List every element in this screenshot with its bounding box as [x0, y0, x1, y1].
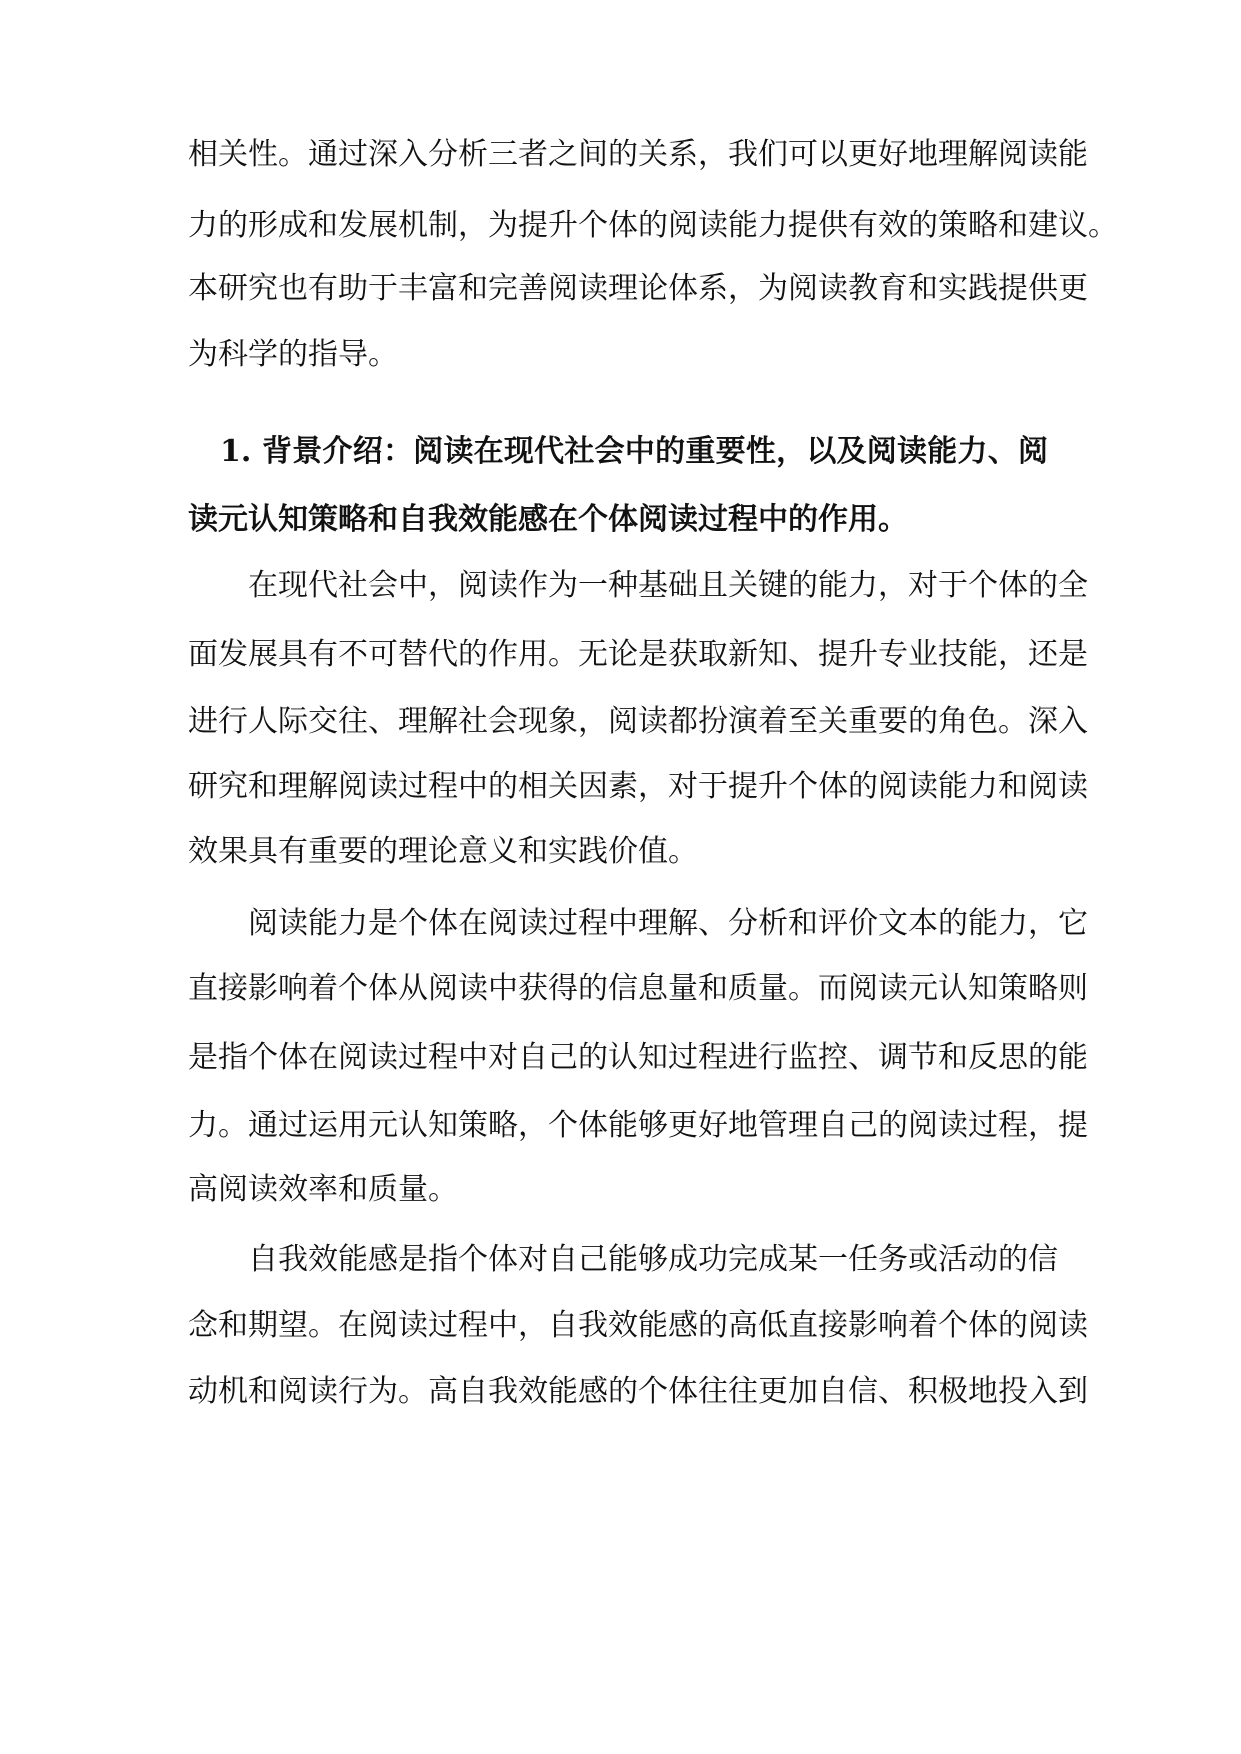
paragraph-line: 力的形成和发展机制，为提升个体的阅读能力提供有效的策略和建议。 [188, 208, 1118, 243]
paragraph-line: 面发展具有不可替代的作用。无论是获取新知、提升专业技能，还是 [188, 637, 1088, 672]
paragraph-line: 相关性。通过深入分析三者之间的关系，我们可以更好地理解阅读能 [188, 137, 1088, 172]
paragraph-line: 念和期望。在阅读过程中，自我效能感的高低直接影响着个体的阅读 [188, 1308, 1088, 1343]
section-heading: 1. 背景介绍：阅读在现代社会中的重要性，以及阅读能力、阅 [220, 434, 1048, 469]
paragraph-line: 力。通过运用元认知策略，个体能够更好地管理自己的阅读过程，提 [188, 1108, 1088, 1143]
paragraph-line: 本研究也有助于丰富和完善阅读理论体系，为阅读教育和实践提供更 [188, 271, 1088, 306]
paragraph-line: 研究和理解阅读过程中的相关因素，对于提升个体的阅读能力和阅读 [188, 769, 1088, 804]
section-heading: 读元认知策略和自我效能感在个体阅读过程中的作用。 [188, 502, 908, 537]
paragraph-line: 自我效能感是指个体对自己能够成功完成某一任务或活动的信 [248, 1242, 1058, 1277]
paragraph-line: 直接影响着个体从阅读中获得的信息量和质量。而阅读元认知策略则 [188, 971, 1088, 1006]
paragraph-line: 高阅读效率和质量。 [188, 1172, 458, 1207]
paragraph-line: 为科学的指导。 [188, 337, 398, 372]
paragraph-line: 进行人际交往、理解社会现象，阅读都扮演着至关重要的角色。深入 [188, 704, 1088, 739]
paragraph-line: 效果具有重要的理论意义和实践价值。 [188, 834, 698, 869]
paragraph-line: 阅读能力是个体在阅读过程中理解、分析和评价文本的能力，它 [248, 906, 1088, 941]
paragraph-line: 是指个体在阅读过程中对自己的认知过程进行监控、调节和反思的能 [188, 1040, 1088, 1075]
paragraph-line: 在现代社会中，阅读作为一种基础且关键的能力，对于个体的全 [248, 568, 1088, 603]
paragraph-line: 动机和阅读行为。高自我效能感的个体往往更加自信、积极地投入到 [188, 1374, 1088, 1409]
